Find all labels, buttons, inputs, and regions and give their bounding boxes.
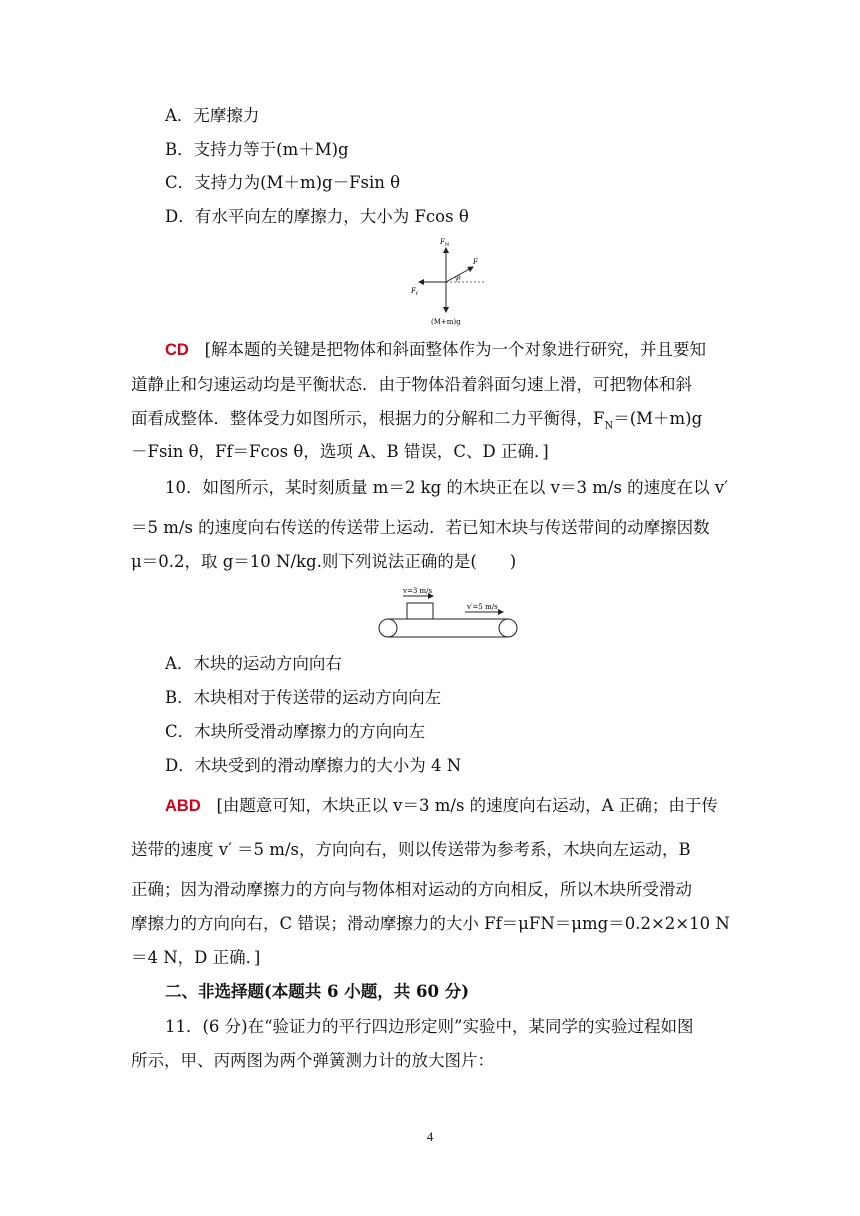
q10-explanation-line2: 送带的速度 v′ ＝5 m/s，方向向右，则以传送带为参考系，木块向左运动，B [131, 840, 691, 859]
right-pulley [499, 619, 517, 637]
theta-label: θ [457, 275, 461, 282]
q10-option-d: D．木块受到的滑动摩擦力的大小为 4 N [165, 756, 462, 775]
q9-explanation-line4: －Fsin θ，Ff＝Fcos θ，选项 A、B 错误，C、D 正确．] [131, 442, 549, 461]
ff-label: $F_f$ [411, 287, 418, 297]
q9-option-c: C．支持力为(M＋m)g－Fsin θ [165, 173, 401, 192]
block-velocity-label: v=3 m/s [403, 587, 433, 595]
q10-explanation-line5: ＝4 N，D 正确．] [131, 948, 261, 967]
f-label: F [473, 258, 478, 266]
wooden-block [407, 603, 433, 619]
page-number: 4 [426, 1129, 434, 1144]
q9-answer: CD [165, 341, 189, 359]
left-pulley [379, 619, 397, 637]
q10-option-b: B．木块相对于传送带的运动方向向左 [165, 688, 442, 707]
q10-answer: ABD [165, 797, 201, 815]
belt-velocity-label: v′=5 m/s [467, 603, 498, 611]
weight-label: (M+m)g [431, 318, 461, 326]
fn-label: $F_N$ [440, 238, 450, 248]
q9-option-a: A．无摩擦力 [165, 106, 260, 125]
q10-explanation-line4: 摩擦力的方向向右，C 错误；滑动摩擦力的大小 Ff＝μFN＝μmg＝0.2×2×10 N [131, 914, 730, 933]
q11-line2: 所示，甲、丙两图为两个弹簧测力计的放大图片： [131, 1051, 494, 1070]
section-heading: 二、非选择题(本题共 6 小题，共 60 分) [165, 982, 470, 1001]
q10-stem-line1: 10．如图所示，某时刻质量 m＝2 kg 的木块正在以 v＝3 m/s 的速度在以 v′ [165, 478, 728, 497]
q9-explanation-line2: 道静止和匀速运动均是平衡状态．由于物体沿着斜面匀速上滑，可把物体和斜 [131, 375, 692, 394]
q10-explanation-line3: 正确；因为滑动摩擦力的方向与物体相对运动的方向相反，所以木块所受滑动 [131, 880, 692, 899]
q9-option-b: B．支持力等于(m＋M)g [165, 140, 349, 159]
q10-option-c: C．木块所受滑动摩擦力的方向向左 [165, 722, 426, 741]
q11-line1: 11．(6 分)在“验证力的平行四边形定则”实验中，某同学的实验过程如图 [165, 1017, 694, 1036]
q9-option-d: D．有水平向左的摩擦力，大小为 Fcos θ [165, 207, 469, 226]
q10-stem-line3: μ＝0.2，取 g＝10 N/kg.则下列说法正确的是( ) [131, 552, 517, 571]
force-diagram [405, 234, 495, 328]
q9-explanation-line3: 面看成整体．整体受力如图所示，根据力的分解和二力平衡得，$F_N=(M+m)g$ [131, 409, 703, 432]
q9-explanation-line1: CD [解本题的关键是把物体和斜面整体作为一个对象进行研究，并且要知 [165, 340, 707, 359]
q10-stem-line2: ＝5 m/s 的速度向右传送的传送带上运动．若已知木块与传送带间的动摩擦因数 [131, 518, 710, 537]
q10-explanation-line1: ABD [由题意可知，木块正以 v＝3 m/s 的速度向右运动，A 正确；由于传 [165, 796, 718, 815]
q10-option-a: A．木块的运动方向向右 [165, 654, 342, 673]
conveyor-diagram [375, 582, 525, 642]
